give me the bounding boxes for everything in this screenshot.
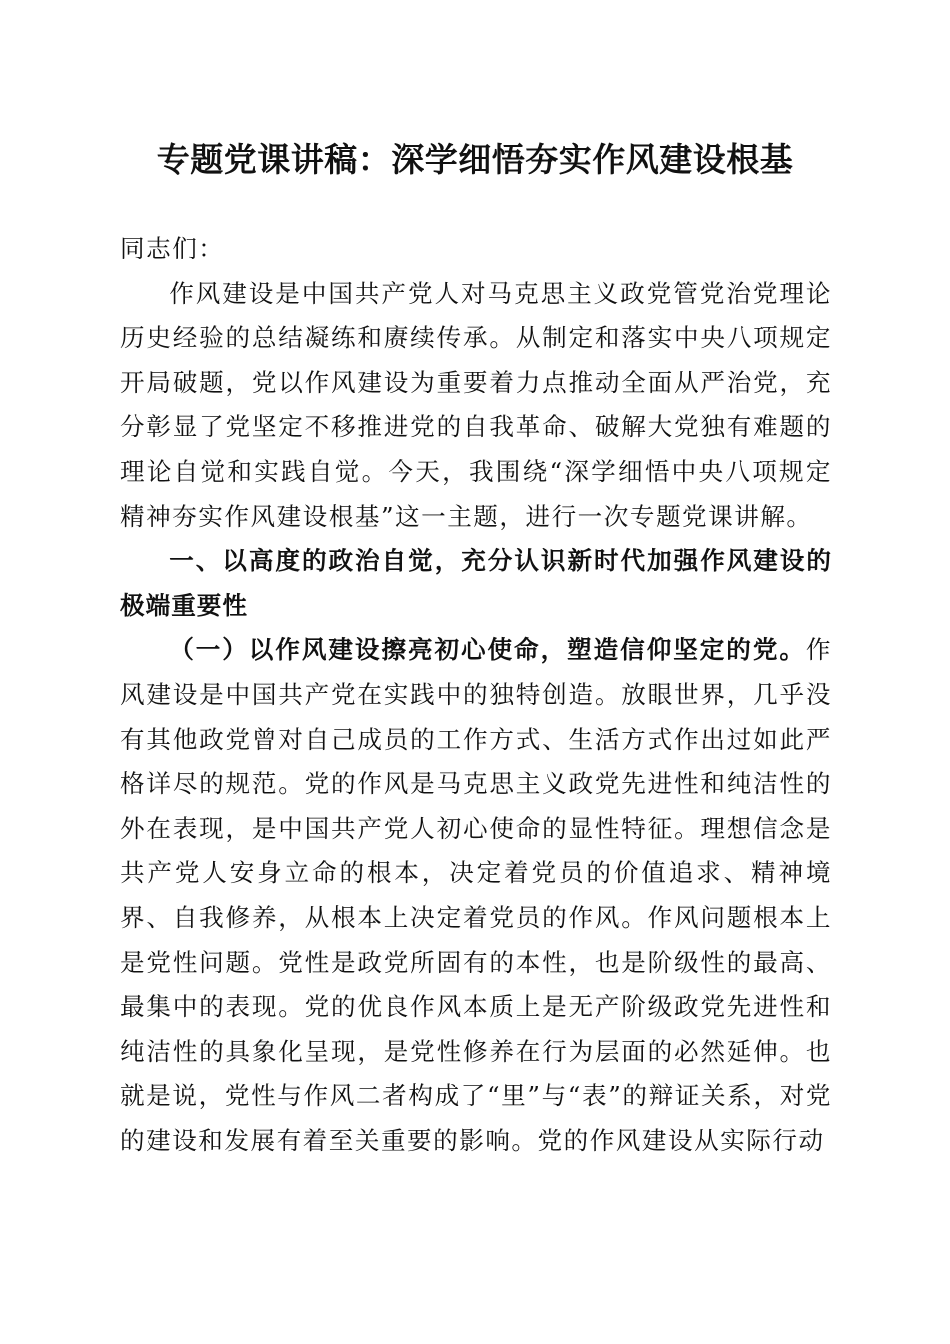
- salutation: 同志们：: [120, 234, 225, 263]
- document-title: 专题党课讲稿：深学细悟夯实作风建设根基: [156, 140, 794, 179]
- subsection-paragraph-1: [120, 628, 832, 1163]
- document-body: [120, 227, 832, 1163]
- section-heading-1: 一、以高度的政治自觉，充分认识新时代加强作风建设的极端重要性: [120, 546, 832, 620]
- intro-paragraph: 作风建设是中国共产党人对马克思主义政党管党治党理论历史经验的总结凝练和赓续传承。从制定和落实中央八项规定开局破题，党以作风建设为重要着力点推动全面从严治党，充分彰显了党坚定不移推进党的自我革命、破解大党独有难题的理论自觉和实践自觉。今天，我围绕“深学细悟中央八项规定精神夯实作风建设根基”这一主题，进行一次专题党课讲解。: [120, 278, 832, 531]
- subsection-heading-1: （一）以作风建设擦亮初心使命，塑造信仰坚定的党。: [169, 635, 806, 665]
- subsection-text-1: 作风建设是中国共产党在实践中的独特创造。放眼世界，几乎没有其他政党曾对自己成员的工作方式、生活方式作出过如此严格详尽的规范。党的作风是马克思主义政党先进性和纯洁性的外在表现，是中国共产党人初心使命的显性特征。理想信念是共产党人安身立命的根本，决定着党员的价值追求、精神境界、自我修养，从根本上决定着党员的作风。作风问题根本上是党性问题。党性是政党所固有的本性，也是阶级性的最高、最集中的表现。党的优良作风本质上是无产阶级政党先进性和纯洁性的具象化呈现，是党性修养在行为层面的必然延伸。也就是说，党性与作风二者构成了“里”与“表”的辩证关系，对党的建设和发展有着至关重要的影响。党的作风建设从实际行动: [120, 635, 832, 1155]
